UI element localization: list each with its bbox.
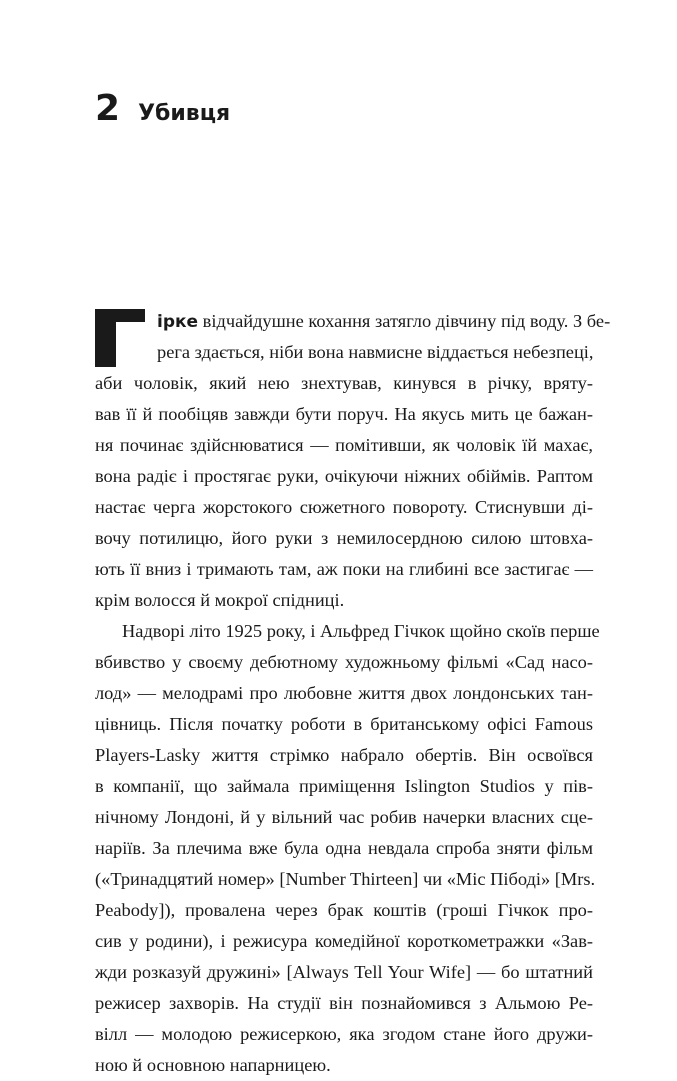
text-line: настає черга жорстокого сюжетного повороту. Стиснувши ді-: [95, 497, 593, 517]
paragraph-2: [95, 616, 600, 1081]
text-line: Надворі літо 1925 року, і Альфред Гічкок щойно скоїв перше: [122, 621, 600, 641]
text-line: («Тринадцятий номер» [Number Thirteen] чи «Міс Пібоді» [Mrs.: [95, 869, 596, 889]
text-line: [95, 306, 611, 337]
lead-word: ірке: [157, 312, 199, 332]
text-line: вбивство у своєму дебютному художньому фільмі «Сад насо-: [95, 652, 593, 672]
text-line: крім волосся й мокрої спідниці.: [95, 590, 345, 610]
paragraph-1: [95, 306, 611, 616]
text-line: вона радіє і простягає руки, очікуючи ніжних обіймів. Раптом: [95, 466, 593, 486]
text-line: нічному Лондоні, й у вільний час робив начерки власних сце-: [95, 807, 593, 827]
text-line: лод» — мелодрамі про любовне життя двох лондонських тан-: [95, 683, 593, 703]
text-line: аби чоловік, який нею знехтував, кинувся в річку, вряту-: [95, 373, 593, 393]
text-line: Peabody]), провалена через брак коштів (гроші Гічкок про-: [95, 900, 593, 920]
drop-cap: [95, 309, 145, 367]
drop-cap-bar: [95, 309, 145, 322]
text-line: сив у родини), і режисура комедійної короткометражки «Зав-: [95, 931, 593, 951]
text-line: ють її вниз і тримають там, аж поки на глибині все застигає —: [95, 559, 593, 579]
text-line: наріїв. За плечима вже була одна невдала спроба зняти фільм: [95, 838, 593, 858]
chapter-heading: [95, 88, 230, 129]
text-line: ною й основною напарницею.: [95, 1055, 331, 1075]
text-line: жди розказуй дружині» [Always Tell Your Wife] — бо штатний: [95, 962, 593, 982]
text-line: рега здається, ніби вона навмисне віддається небезпеці,: [157, 342, 594, 362]
text-line: вочу потилицю, його руки з немилосердною силою штовха-: [95, 528, 593, 548]
line-text: відчайдушне кохання затягло дівчину під воду. З бе-: [198, 311, 611, 331]
text-line: режисер захворів. На студії він познайомився з Альмою Ре-: [95, 993, 593, 1013]
text-line: Players-Lasky життя стрімко набрало обертів. Він освоївся: [95, 745, 593, 765]
body-text: [95, 306, 611, 1081]
text-line: вав її й пообіцяв завжди бути поруч. На якусь мить це бажан-: [95, 404, 593, 424]
chapter-title: Убивця: [138, 101, 231, 126]
text-line: в компанії, що займала приміщення Islington Studios у пів-: [95, 776, 593, 796]
chapter-number: 2: [95, 88, 121, 129]
text-line: цівниць. Після початку роботи в британському офісі Famous: [95, 714, 593, 734]
text-line: ня починає здійснюватися — помітивши, як чоловік їй махає,: [95, 435, 593, 455]
text-line: вілл — молодою режисеркою, яка згодом стане його дружи-: [95, 1024, 593, 1044]
